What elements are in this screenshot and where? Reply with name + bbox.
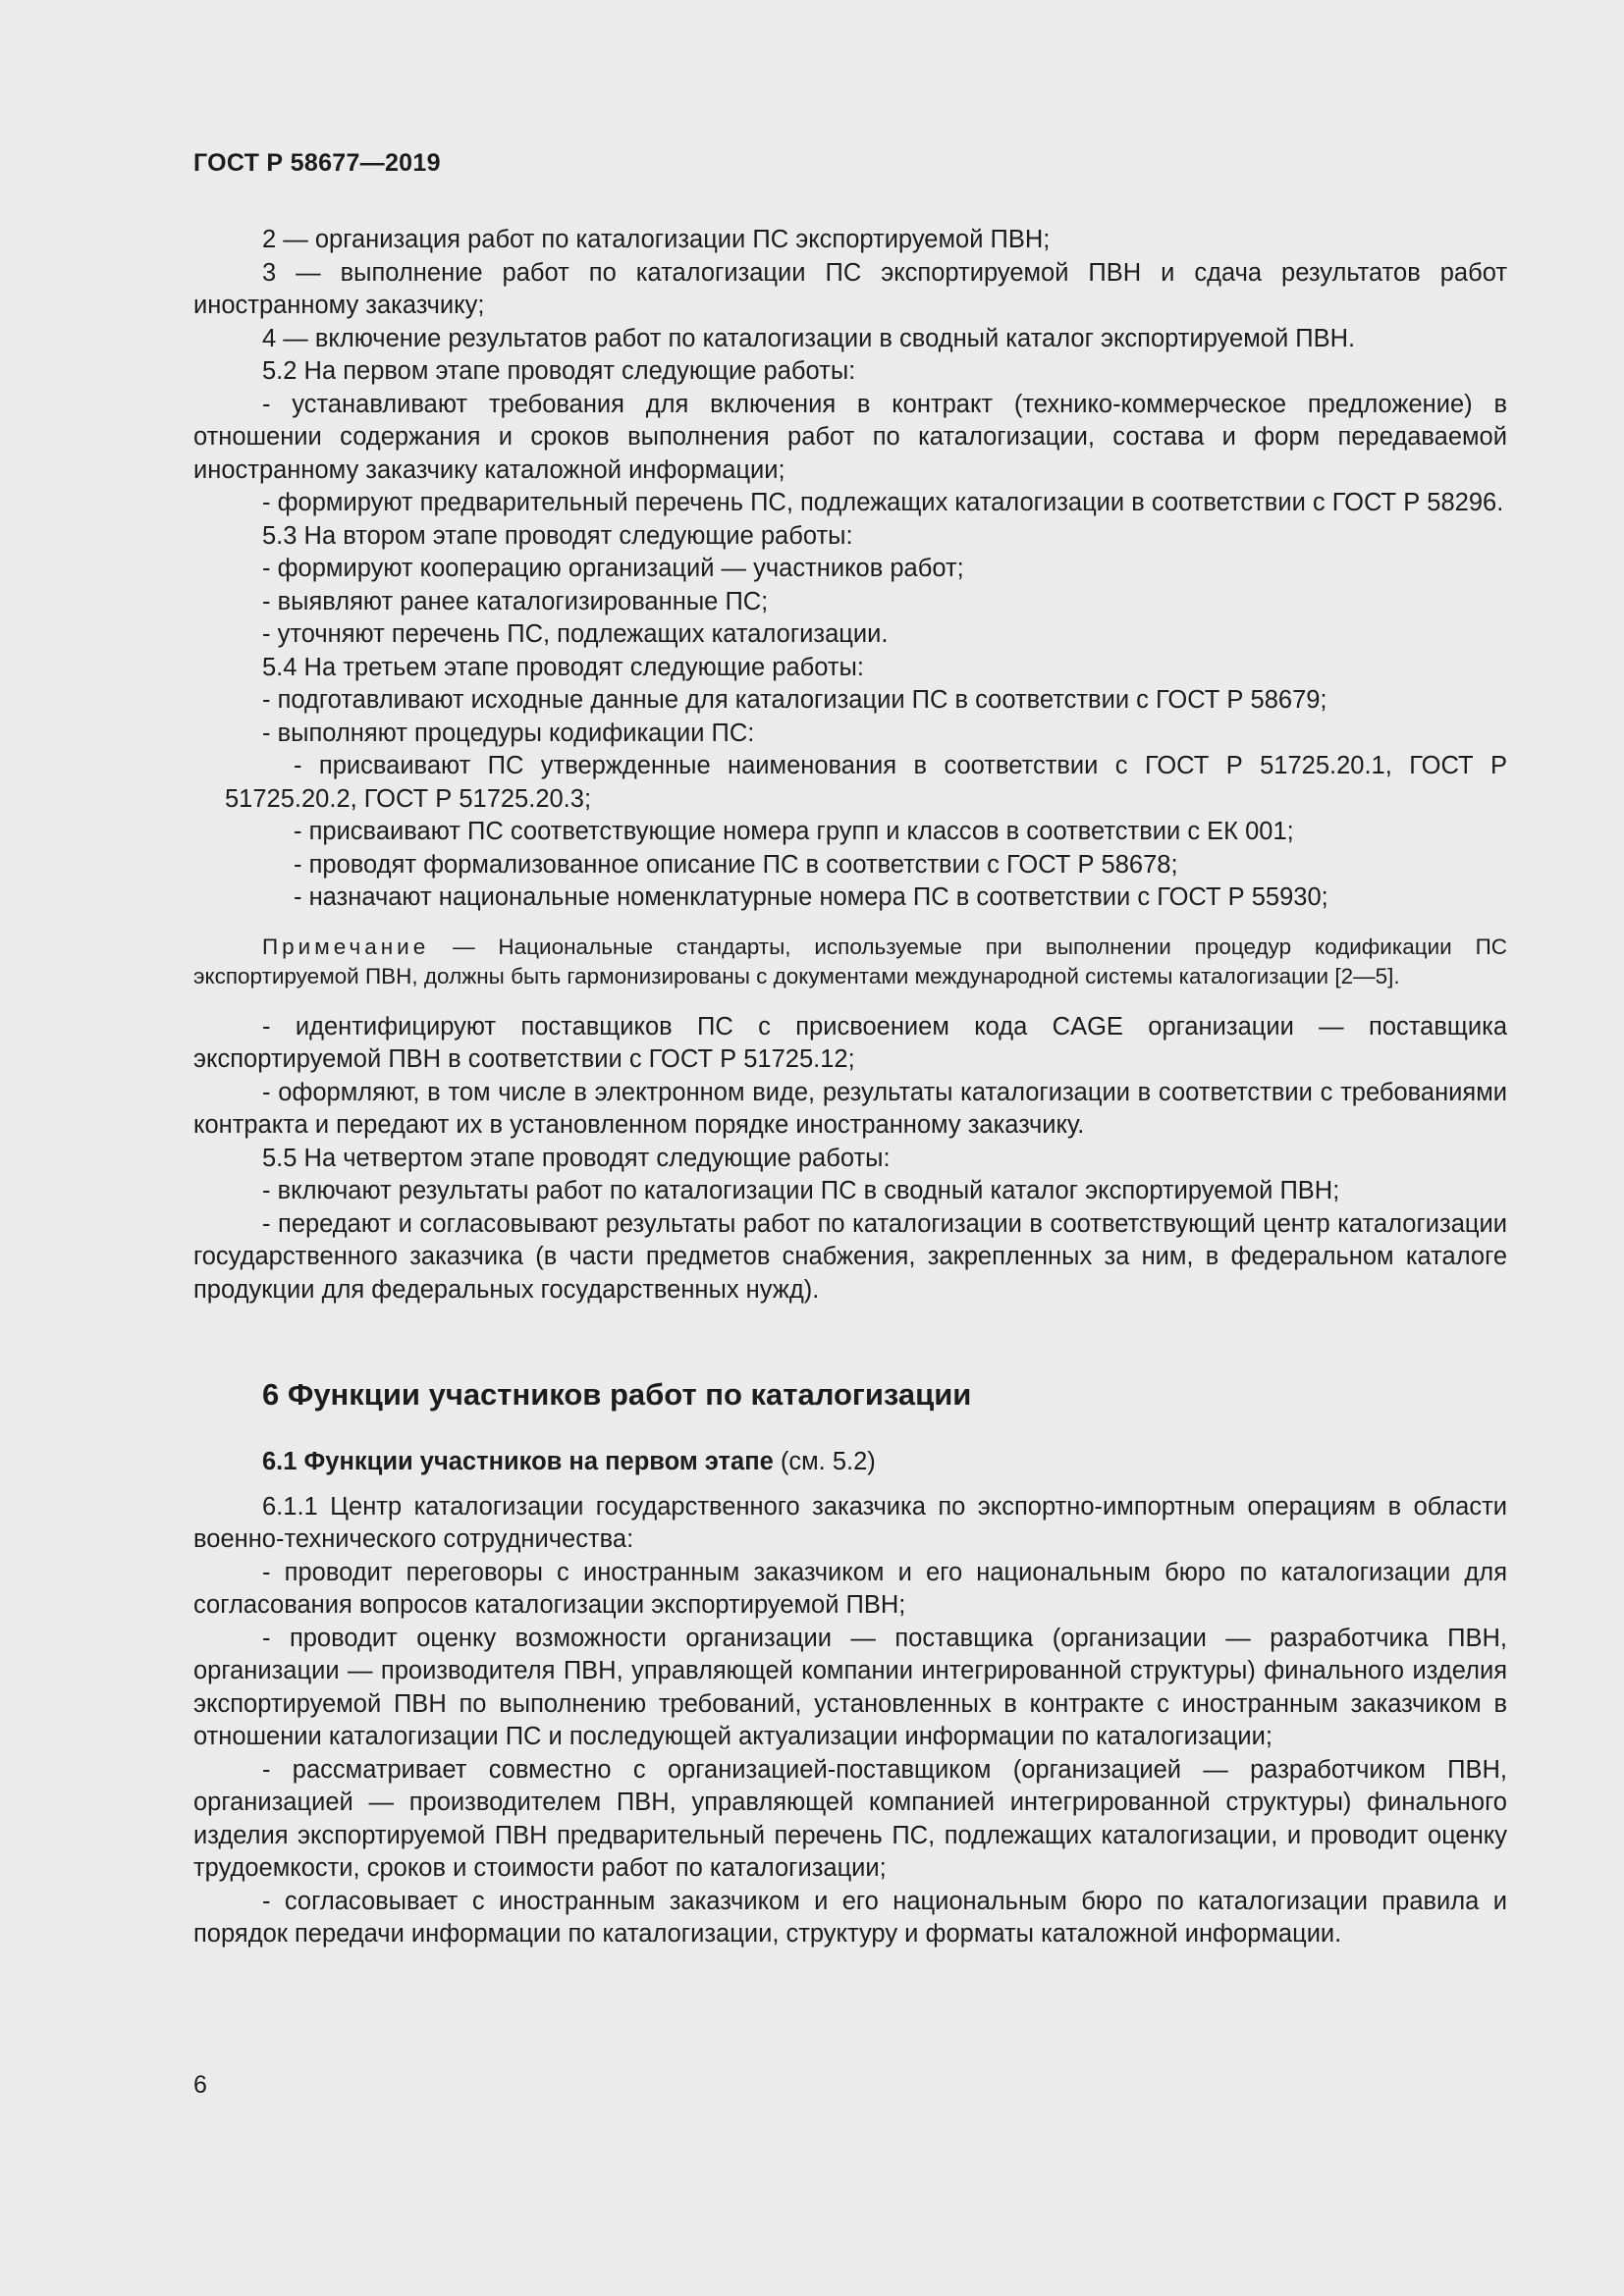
paragraph: 3 — выполнение работ по каталогизации ПС экспортируемой ПВН и сдача результатов работ иностранному заказчику; xyxy=(193,258,1507,319)
list-item: - выполняют процедуры кодификации ПС: xyxy=(262,719,755,747)
nested-list-item: - присваивают ПС утвержденные наименования в соответствии с ГОСТ Р 51725.20.1, ГОСТ Р 51725.20.2, ГОСТ Р 51725.20.3; xyxy=(225,752,1507,813)
list-item: - выявляют ранее каталогизированные ПС; xyxy=(262,587,769,615)
list-item: - идентифицируют поставщиков ПС с присвоением кода CAGE организации — поставщика экспортируемой ПВН в соответствии с ГОСТ Р 51725.12; xyxy=(193,1012,1507,1073)
list-item: - уточняют перечень ПС, подлежащих каталогизации. xyxy=(262,620,889,648)
note-label: Примечание xyxy=(262,934,430,959)
list-item: - включают результаты работ по каталогизации ПС в сводный каталог экспортируемой ПВН; xyxy=(262,1177,1340,1204)
note xyxy=(193,933,1507,991)
list-item: - проводит оценку возможности организации — поставщика (организации — разработчика ПВН, организации — производителя ПВН, управляющей компании интегрированной структуры) финального изделия экспортируемой ПВН по выполнению требований, установленных в контракте с иностранным заказчиком в отношении каталогизации ПС и последующей актуализации информации по каталогизации; xyxy=(193,1624,1507,1750)
subsection-reference: (см. 5.2) xyxy=(773,1448,876,1475)
list-item: - передают и согласовывают результаты работ по каталогизации в соответствующий центр каталогизации государственного заказчика (в части предметов снабжения, закрепленных за ним, в федеральном каталоге продукции для федеральных государственных нужд). xyxy=(193,1209,1507,1304)
list-item: - формируют кооперацию организаций — участников работ; xyxy=(262,555,964,582)
paragraph: 2 — организация работ по каталогизации ПС экспортируемой ПВН; xyxy=(262,226,1051,253)
nested-list-item: - присваивают ПС соответствующие номера групп и классов в соответствии с ЕК 001; xyxy=(294,818,1294,845)
list-item: - согласовывает с иностранным заказчиком и его национальным бюро по каталогизации правила и порядок передачи информации по каталогизации, структуру и форматы каталожной информации. xyxy=(193,1887,1507,1948)
clause-heading: 5.4 На третьем этапе проводят следующие работы: xyxy=(262,653,864,681)
document-body xyxy=(193,224,1507,1951)
paragraph: 4 — включение результатов работ по каталогизации в сводный каталог экспортируемой ПВН. xyxy=(262,324,1356,352)
page-number: 6 xyxy=(193,2071,207,2099)
clause-heading: 5.2 На первом этапе проводят следующие работы: xyxy=(262,357,856,385)
section-heading: 6 Функции участников работ по каталогизации xyxy=(262,1377,972,1412)
list-item: - рассматривает совместно с организацией-поставщиком (организацией — разработчиком ПВН, организацией — производителем ПВН, управляющей компанией интегрированной структуры) финального изделия экспортируемой ПВН предварительный перечень ПС, подлежащих каталогизации, и проводит оценку трудоемкости, сроков и стоимости работ по каталогизации; xyxy=(193,1755,1507,1882)
list-item: - подготавливают исходные данные для каталогизации ПС в соответствии с ГОСТ Р 58679; xyxy=(262,686,1327,714)
note-text: — Национальные стандарты, используемые при выполнении процедур кодификации ПС экспортируемой ПВН, должны быть гармонизированы с документами международной системы каталогизации [2—5]. xyxy=(193,934,1507,988)
list-item: - устанавливают требования для включения в контракт (технико-коммерческое предложение) в отношении содержания и сроков выполнения работ по каталогизации, состава и форм передаваемой иностранному заказчику каталожной информации; xyxy=(193,390,1507,484)
clause-heading: 5.5 На четвертом этапе проводят следующие работы: xyxy=(262,1144,891,1172)
list-item: - оформляют, в том числе в электронном виде, результаты каталогизации в соответствии с требованиями контракта и передают их в установленном порядке иностранному заказчику. xyxy=(193,1078,1507,1139)
list-item: - проводит переговоры с иностранным заказчиком и его национальным бюро по каталогизации для согласования вопросов каталогизации экспортируемой ПВН; xyxy=(193,1558,1507,1619)
document-header: ГОСТ Р 58677—2019 xyxy=(193,149,441,177)
clause-heading: 5.3 На втором этапе проводят следующие работы: xyxy=(262,521,853,550)
clause-paragraph: 6.1.1 Центр каталогизации государственного заказчика по экспортно-импортным операциям в области военно-технического сотрудничества: xyxy=(193,1492,1507,1553)
nested-list-item: - назначают национальные номенклатурные номера ПС в соответствии с ГОСТ Р 55930; xyxy=(294,883,1328,911)
subsection-title: 6.1 Функции участников на первом этапе xyxy=(262,1448,774,1475)
subsection-heading xyxy=(262,1446,1507,1479)
list-item: - формируют предварительный перечень ПС, подлежащих каталогизации в соответствии с ГОСТ Р 58296. xyxy=(262,489,1504,516)
nested-list-item: - проводят формализованное описание ПС в соответствии с ГОСТ Р 58678; xyxy=(294,850,1178,879)
